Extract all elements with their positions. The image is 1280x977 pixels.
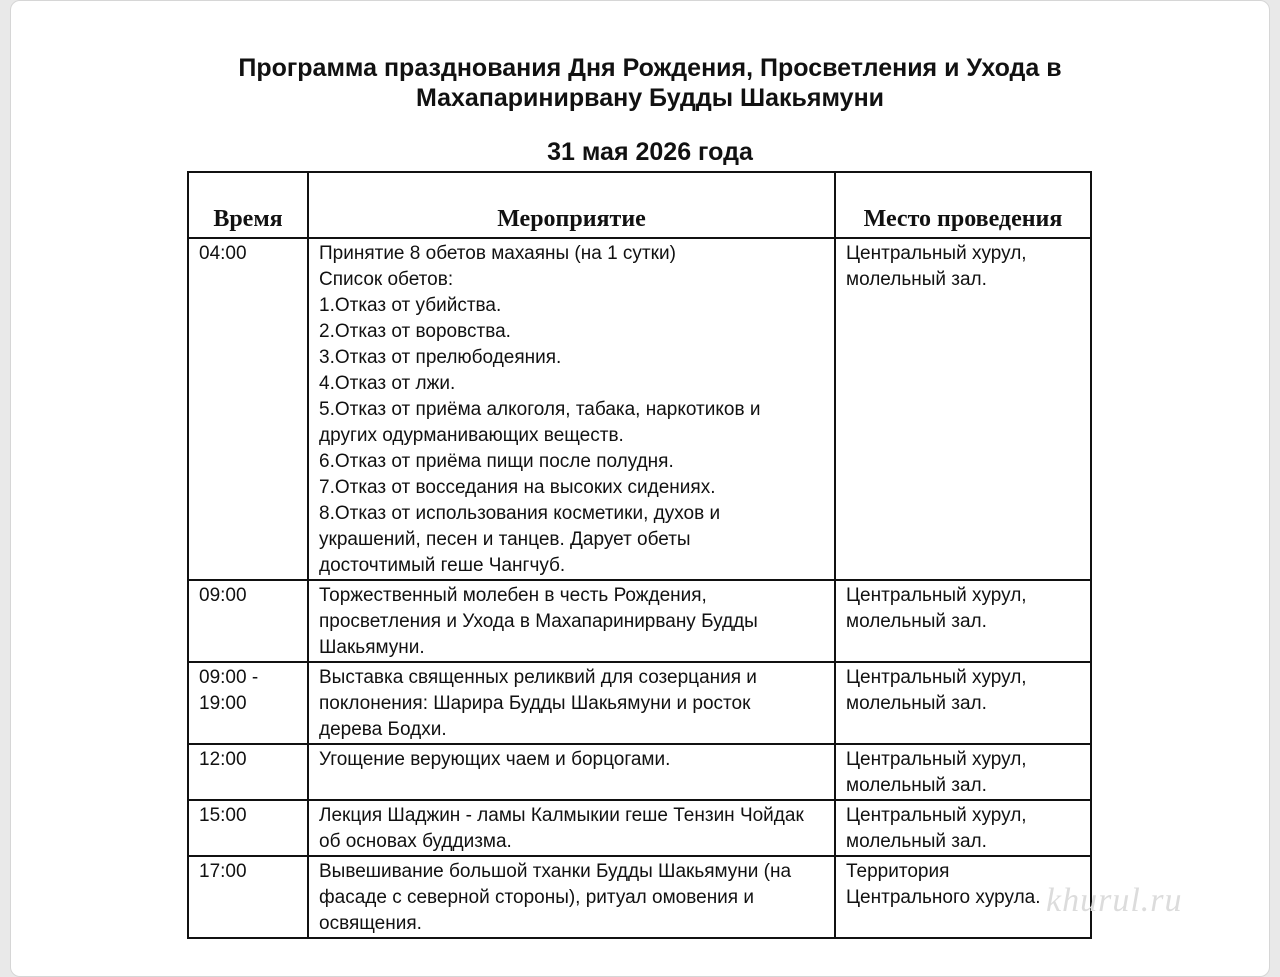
event-cell-line: украшений, песен и танцев. Дарует обеты	[319, 529, 691, 550]
time-cell	[188, 662, 308, 744]
place-cell-line: молельный зал.	[846, 693, 987, 714]
place-cell-line: Центральный хурул,	[846, 585, 1027, 606]
place-cell-line: Центрального хурула.	[846, 887, 1041, 908]
event-cell-line: Лекция Шаджин - ламы Калмыкии геше Тензин Чойдак	[319, 805, 804, 826]
header-event: Мероприятие	[308, 172, 835, 238]
time-cell	[188, 856, 308, 938]
time-cell-line: 19:00	[199, 693, 247, 714]
event-cell-line: дерева Бодхи.	[319, 719, 447, 740]
program-table	[187, 171, 1092, 939]
place-cell	[835, 580, 1091, 662]
place-cell-line: Центральный хурул,	[846, 667, 1027, 688]
place-cell-line: молельный зал.	[846, 269, 987, 290]
watermark-text: khurul.ru	[1046, 882, 1183, 919]
document-title	[11, 53, 1280, 113]
event-cell	[308, 800, 835, 856]
program-table-body	[188, 238, 1091, 938]
place-cell-line: молельный зал.	[846, 611, 987, 632]
time-cell	[188, 238, 308, 580]
event-cell-line: фасаде с северной стороны), ритуал омовения и	[319, 887, 754, 908]
event-cell-line: освящения.	[319, 913, 422, 934]
title-line-1: Программа празднования Дня Рождения, Просветления и Ухода в	[238, 54, 1062, 82]
table-row	[188, 662, 1091, 744]
event-cell-line: 1.Отказ от убийства.	[319, 295, 502, 316]
event-cell-line: 5.Отказ от приёма алкоголя, табака, наркотиков и	[319, 399, 761, 420]
place-cell	[835, 238, 1091, 580]
event-cell	[308, 238, 835, 580]
time-cell-line: 09:00 -	[199, 667, 259, 688]
event-cell-line: Угощение верующих чаем и борцогами.	[319, 749, 671, 770]
event-cell-line: Вывешивание большой тханки Будды Шакьямуни (на	[319, 861, 792, 882]
event-cell-line: об основах буддизма.	[319, 831, 512, 852]
place-cell-line: Центральный хурул,	[846, 805, 1027, 826]
event-cell-line: поклонения: Шарира Будды Шакьямуни и росток	[319, 693, 751, 714]
time-cell-line: 17:00	[199, 861, 247, 882]
event-cell-line: 3.Отказ от прелюбодеяния.	[319, 347, 562, 368]
place-cell	[835, 744, 1091, 800]
place-cell-line: молельный зал.	[846, 775, 987, 796]
place-cell	[835, 800, 1091, 856]
header-place: Место проведения	[835, 172, 1091, 238]
event-cell-line: 7.Отказ от восседания на высоких сидениях.	[319, 477, 716, 498]
event-cell	[308, 744, 835, 800]
event-cell-line: Шакьямуни.	[319, 637, 425, 658]
event-cell-line: 6.Отказ от приёма пищи после полудня.	[319, 451, 674, 472]
place-cell-line: Центральный хурул,	[846, 243, 1027, 264]
time-cell-line: 12:00	[199, 749, 247, 770]
table-row	[188, 744, 1091, 800]
table-header-row	[188, 172, 1091, 238]
place-cell-line: Территория	[846, 861, 950, 882]
table-row	[188, 856, 1091, 938]
event-cell-line: Торжественный молебен в честь Рождения,	[319, 585, 707, 606]
event-cell	[308, 662, 835, 744]
event-cell-line: Принятие 8 обетов махаяны (на 1 сутки)	[319, 243, 676, 264]
event-cell-line: 2.Отказ от воровства.	[319, 321, 511, 342]
event-cell	[308, 580, 835, 662]
place-cell-line: молельный зал.	[846, 831, 987, 852]
event-cell-line: других одурманивающих веществ.	[319, 425, 624, 446]
document-date: 31 мая 2026 года	[547, 138, 753, 166]
title-line-2: Махапаринирвану Будды Шакьямуни	[415, 84, 885, 112]
event-cell-line: Выставка священных реликвий для созерцания и	[319, 667, 757, 688]
time-cell	[188, 800, 308, 856]
event-cell	[308, 856, 835, 938]
time-cell-line: 15:00	[199, 805, 247, 826]
time-cell	[188, 744, 308, 800]
time-cell-line: 04:00	[199, 243, 247, 264]
time-cell-line: 09:00	[199, 585, 247, 606]
table-row	[188, 800, 1091, 856]
event-cell-line: Список обетов:	[319, 269, 454, 290]
event-cell-line: 4.Отказ от лжи.	[319, 373, 456, 394]
event-cell-line: досточтимый геше Чангчуб.	[319, 555, 566, 576]
event-cell-line: 8.Отказ от использования косметики, духов и	[319, 503, 721, 524]
place-cell-line: Центральный хурул,	[846, 749, 1027, 770]
place-cell	[835, 662, 1091, 744]
time-cell	[188, 580, 308, 662]
table-row	[188, 238, 1091, 580]
table-row	[188, 580, 1091, 662]
header-time: Время	[188, 172, 308, 238]
event-cell-line: просветления и Ухода в Махапаринирвану Будды	[319, 611, 758, 632]
